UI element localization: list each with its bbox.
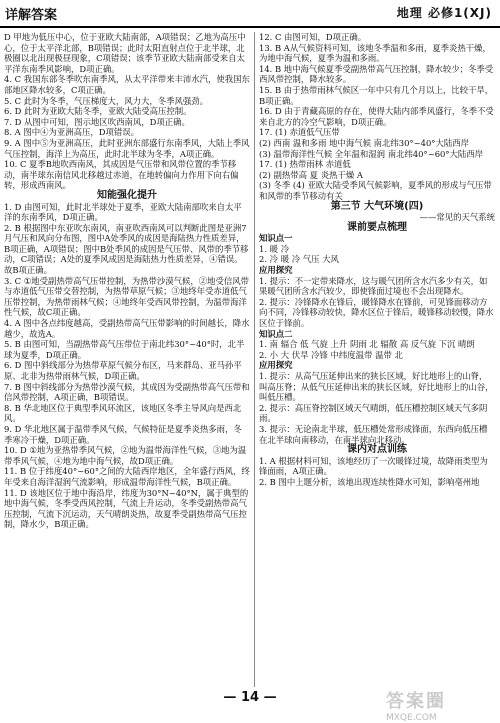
answer-paragraph: 7. B 图中斜线部分为热带沙漠气候，其成因为受副热带高气压带和信风带控制，A项正确，B项错误。 [4, 381, 250, 403]
answer-paragraph: 1. A 根据材料可知，该地经历了一次暖锋过境，故降雨类型为锋面雨，A项正确。 [259, 455, 488, 477]
answer-paragraph: 1. 暖 冷 [259, 243, 290, 254]
section-heading: 第三节 大气环境(四) [330, 200, 424, 212]
answer-paragraph: 14. B 地中海气候夏季受副热带高气压控制，降水较少；冬季受西风带控制，降水较多。 [259, 63, 494, 85]
answer-paragraph: 17. (1) 赤道低气压带 [259, 127, 340, 138]
page-header [0, 0, 500, 28]
answer-paragraph: 17. (1) 热带雨林 赤道低 [259, 159, 351, 170]
answer-paragraph: 1. 提示：不一定带来降水，这与暖气团所含水汽多少有关，如果暖气团所含水汽较少，即使锋面过境也不会出现降水。 [259, 275, 488, 297]
answer-paragraph: 4. A 图中各点纬度越高，受副热带高气压带影响的时间越长，降水越少，故选A。 [4, 318, 250, 339]
knowledge-point-label: 知识点二 [259, 328, 293, 339]
answer-paragraph: 10. D ①地为亚热带季风气候，②地为温带海洋性气候，③地为温带季风气候，④地为地中海气候，故D项正确。 [4, 445, 247, 466]
watermark-url: MXQE.COM [386, 713, 437, 723]
answer-paragraph: (3) 温带海洋性气候 全年温和湿润 南北纬40°~60°大陆西岸 [259, 148, 484, 159]
answer-paragraph: 4. C 我国东部冬季吹东南季风，从太平洋带来丰沛水汽，使我国东部地区降水较多，C项正确。 [4, 74, 250, 95]
header-title: 详解答案 [5, 8, 58, 23]
answer-paragraph: D 甲地为低压中心，位于亚欧大陆南部，A项错误；乙地为高压中心，位于太平洋北部，B项错误；此时太阳直射点位于北半球，北极圈以北出现极昼现象，C项错误；该季节亚欧大陆南部受来自太平洋东南季风影响，D项正确。 [4, 32, 246, 74]
answer-paragraph: 1. D 由图可知，此时北半球处于夏季，亚欧大陆南部吹来自太平洋的东南季风，D项正确。 [4, 201, 242, 223]
answer-paragraph: 3. C ①地受副热带高气压带控制，为热带沙漠气候，②地受信风带与赤道低气压带交替控制，为热带草原气候；③地终年受赤道低气压带控制，为热带雨林气候；④地终年受西风带控制，为温带海洋性气候，故C项正确。 [4, 275, 249, 318]
answer-paragraph: 3. 提示：无论南北半球，低压槽处常形成锋面，东西向低压槽在北半球向南移动，在南半球向北移动。 [259, 423, 488, 445]
answer-paragraph: 2. B 根据图中东亚吹东南风，南亚吹西南风可以判断此图是亚洲7月气压和风向分布图，图中A处季风的成因是海陆热力性质差异，B项正确，A项错误；图中B处季风的成因是气压带、风带的季节移动，C项错误；A处的夏季风成因是海陆热力性质差异，④错误。故B项正确。 [4, 222, 249, 276]
answer-paragraph: 2. 小 大 伏旱 冷锋 中纬度温带 温带 北 [259, 349, 403, 360]
section-heading: 课前要点梳理 [347, 221, 407, 233]
left-column [4, 32, 250, 530]
answer-paragraph: 16. D 由于青藏高原的存在，使得大陆内部季风盛行，冬季不受来自北方的冷空气影响，D项正确。 [259, 106, 494, 127]
knowledge-point-label: 应用探究 [259, 265, 293, 276]
answer-paragraph: 8. B 华北地区位于典型季风环流区，该地区冬季主导风向是西北风。 [4, 402, 242, 424]
header-subject: 地理 必修1(XJ) [396, 6, 492, 20]
answer-paragraph: 2. 提示：冷锋降水在锋后，暖锋降水在锋前，可见锋面移动方向不同，冷锋移动较快，降水区位于锋后，暖锋移动较慢，降水区位于锋前。 [259, 296, 494, 329]
watermark-text: 答案圈 [386, 691, 446, 712]
knowledge-point-label: 应用探究 [259, 360, 293, 371]
section-heading: 课内对点训练 [347, 444, 407, 456]
answer-paragraph: 12. C 由图可知，D项正确。 [259, 32, 367, 42]
answer-paragraph: (2) 西南 温和多雨 地中海气候 南北纬30°~40°大陆西岸 [259, 137, 469, 148]
answer-paragraph: 5. C 此时为冬季，气压梯度大，风力大，冬季风强劲。 [4, 95, 208, 106]
answer-paragraph: 2. B 图中上题分析，该地出现连续性降水可知，影响亳州地 [259, 476, 480, 487]
section-heading: 知能强化提升 [97, 189, 157, 201]
answer-paragraph: 15. B 由于热带雨林气候区一年中只有几个月以上，比较干旱，B项正确。 [259, 84, 494, 106]
column-divider [254, 32, 255, 687]
answer-paragraph: 13. B A从气候资料可知，该地冬季温和多雨，夏季炎热干燥，为地中海气候，夏季为温和多雨。 [259, 42, 491, 64]
answer-paragraph: 9. D 华北地区属于温带季风气候，气候特征是夏季炎热多雨，冬季寒冷干燥，D项正确。 [4, 423, 242, 445]
watermark [386, 687, 496, 723]
answer-paragraph: 6. D 图中斜线部分为热带草原气候分布区，马来群岛、亚马孙平原、北非为热带雨林气候，D项正确。 [4, 360, 242, 381]
answer-paragraph: (3) 冬季 (4) 亚欧大陆受季风气候影响，夏季风的形成与气压带和风带的季节移动有关 [259, 180, 492, 201]
answer-paragraph: 6. D 此时为亚欧大陆冬季，亚欧大陆受高压控制。 [4, 106, 192, 117]
answer-paragraph: (2) 副热带高 夏 炎热干燥 A [259, 169, 363, 180]
answer-paragraph: 7. D 从图中可知，图示地区吹西南风，D项正确。 [4, 116, 190, 127]
answer-paragraph: 2. 提示：高压脊控制区域天气晴朗，低压槽控制区域天气多阴雨。 [259, 402, 488, 424]
answer-paragraph: 10. C 夏季B地吹西南风，其成因是气压带和风带位置的季节移动，南半球东南信风北移越过赤道，在地转偏向力作用下向右偏转，形成西南风。 [4, 159, 239, 191]
answer-paragraph: 5. B 由图可知，当副热带高气压带位于南北纬30°~40°时，北半球为夏季，D项正确。 [4, 339, 245, 360]
right-column [259, 32, 495, 488]
answer-paragraph: 11. B 位于纬度40°~60°之间的大陆西岸地区，全年盛行西风，终年受来自海洋湿润气流影响，形成温带海洋性气候，B项正确。 [4, 466, 250, 487]
answer-paragraph: 9. A 图中⑤为亚洲高压，此时亚洲东部盛行东南季风，大陆上季风气压控制，海洋上为高压，此时北半球为冬季，A项正确。 [4, 137, 250, 159]
page-number: — 14 — [223, 690, 277, 705]
answer-paragraph: 11. D 该地区位于地中海沿岸，纬度为30°N~40°N，属于典型的地中海气候，冬季受西风控制，气流上升运动，冬季受副热带高气压控制，气流下沉运动，天气晴朗炎热，故夏季受副热带高气压控制，降水少，B项正确。 [4, 487, 249, 530]
knowledge-point-label: 知识点一 [259, 233, 293, 244]
answer-paragraph: 1. 南 辐合 低 气旋 上升 阴雨 北 辐散 高 反气旋 下沉 晴朗 [259, 339, 475, 350]
answer-paragraph: 8. A 图中④为亚洲高压，D项错误。 [4, 127, 139, 138]
answer-paragraph: 2. 冷 暖 冷 气压 大风 [259, 254, 339, 265]
answer-paragraph: 1. 提示：从高气压延伸出来的狭长区域，好比地形上的山脊，叫高压脊；从低气压延伸出来的狭长区域，好比地形上的山谷，叫低压槽。 [259, 371, 494, 403]
answer-paragraph: ——常见的天气系统 [419, 212, 495, 223]
